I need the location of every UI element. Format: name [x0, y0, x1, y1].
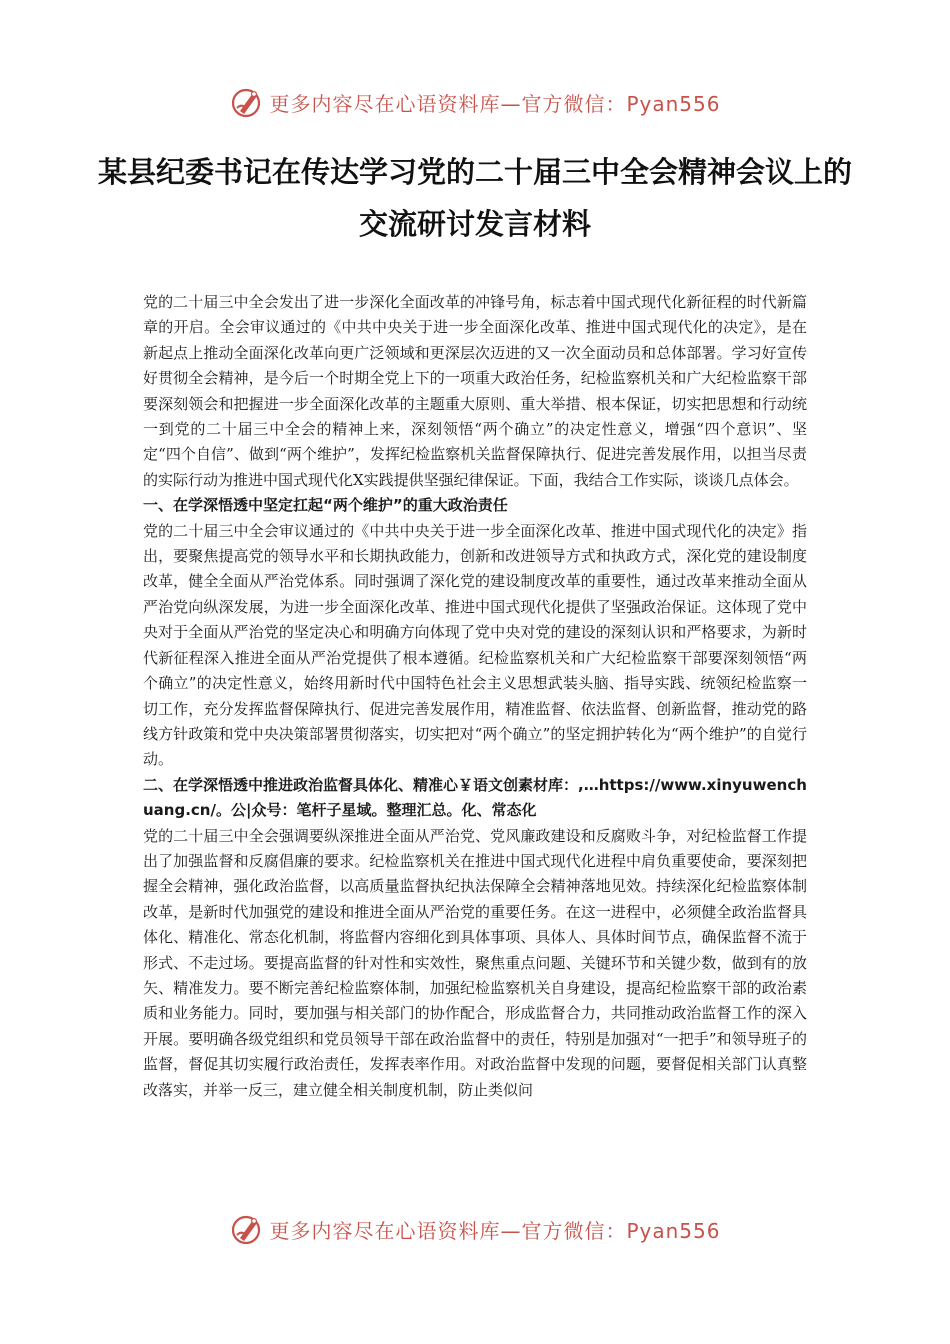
pen-nib-logo-icon: [229, 1211, 265, 1247]
document-title: 某县纪委书记在传达学习党的二十届三中全会精神会议上的交流研讨发言材料: [97, 155, 852, 241]
section-2-heading: 二、在学深悟透中推进政治监督具体化、精准心￥语文创素材库：,…https://www.xinyuwenchuang.cn/。公|众号：笔杆子星域。整理汇总。化、常态化: [143, 775, 807, 820]
watermark-banner-bottom: [0, 1209, 950, 1249]
watermark-banner-top: [0, 82, 950, 122]
document-body: [143, 290, 807, 1103]
section-1-heading: 一、在学深悟透中坚定扛起“两个维护”的重大政治责任: [143, 496, 508, 515]
section-2-paragraph: 党的二十届三中全会强调要纵深推进全面从严治党、党风廉政建设和反腐败斗争，对纪检监督工作提出了加强监督和反腐倡廉的要求。纪检监察机关在推进中国式现代化进程中肩负重要使命，要深刻把握全会精神，强化政治监督，以高质量监督执纪执法保障全会精神落地见效。持续深化纪检监察体制改革，是新时代加强党的建设和推进全面从严治党的重要任务。在这一进程中，必须健全政治监督具体化、精准化、常态化机制，将监督内容细化到具体事项、具体人、具体时间节点，确保监督不流于形式、不走过场。要提高监督的针对性和实效性，聚焦重点问题、关键环节和关键少数，做到有的放矢、精准发力。要不断完善纪检监察体制，加强纪检监察机关自身建设，提高纪检监察干部的政治素质和业务能力。同时，要加强与相关部门的协作配合，形成监督合力，共同推动政治监督工作的深入开展。要明确各级党组织和党员领导干部在政治监督中的责任，特别是加强对“一把手”和领导班子的监督，督促其切实履行政治责任，发挥表率作用。对政治监督中发现的问题，要督促相关部门认真整改落实，并举一反三，建立健全相关制度机制，防止类似问: [143, 826, 807, 1099]
watermark-text: 更多内容尽在心语资料库—官方微信：Pyan556: [269, 91, 721, 116]
watermark-text: 更多内容尽在心语资料库—官方微信：Pyan556: [269, 1218, 721, 1243]
section-1-paragraph: 党的二十届三中全会审议通过的《中共中央关于进一步全面深化改革、推进中国式现代化的决定》指出，要聚焦提高党的领导水平和长期执政能力，创新和改进领导方式和执政方式，深化党的建设制度改革，健全全面从严治党体系。同时强调了深化党的建设制度改革的重要性，通过改革来推动全面从严治党向纵深发展，为进一步全面深化改革、推进中国式现代化提供了坚强政治保证。这体现了党中央对于全面从严治党的坚定决心和明确方向体现了党中央对党的建设的深刻认识和严格要求，为新时代新征程深入推进全面从严治党提供了根本遵循。纪检监察机关和广大纪检监察干部要深刻领悟“两个确立”的决定性意义，始终用新时代中国特色社会主义思想武装头脑、指导实践、统领纪检监察一切工作，充分发挥监督保障执行、促进完善发展作用，精准监督、依法监督、创新监督，推动党的路线方针政策和党中央决策部署贯彻落实，切实把对“两个确立”的坚定拥护转化为“两个维护”的自觉行动。: [143, 521, 807, 769]
pen-nib-logo-icon: [229, 84, 265, 120]
intro-paragraph: 党的二十届三中全会发出了进一步深化全面改革的冲锋号角，标志着中国式现代化新征程的时代新篇章的开启。全会审议通过的《中共中央关于进一步全面深化改革、推进中国式现代化的决定》，是在新起点上推动全面深化改革向更广泛领域和更深层次迈进的又一次全面动员和总体部署。学习好宣传好贯彻全会精神，是今后一个时期全党上下的一项重大政治任务，纪检监察机关和广大纪检监察干部要深刻领会和把握进一步全面深化改革的主题重大原则、重大举措、根本保证，切实把思想和行动统一到党的二十届三中全会的精神上来，深刻领悟“两个确立”的决定性意义，增强“四个意识”、坚定“四个自信”、做到“两个维护”，发挥纪检监察机关监督保障执行、促进完善发展作用，以担当尽责的实际行动为推进中国式现代化X实践提供坚强纪律保证。下面，我结合工作实际，谈谈几点体会。: [143, 293, 807, 489]
